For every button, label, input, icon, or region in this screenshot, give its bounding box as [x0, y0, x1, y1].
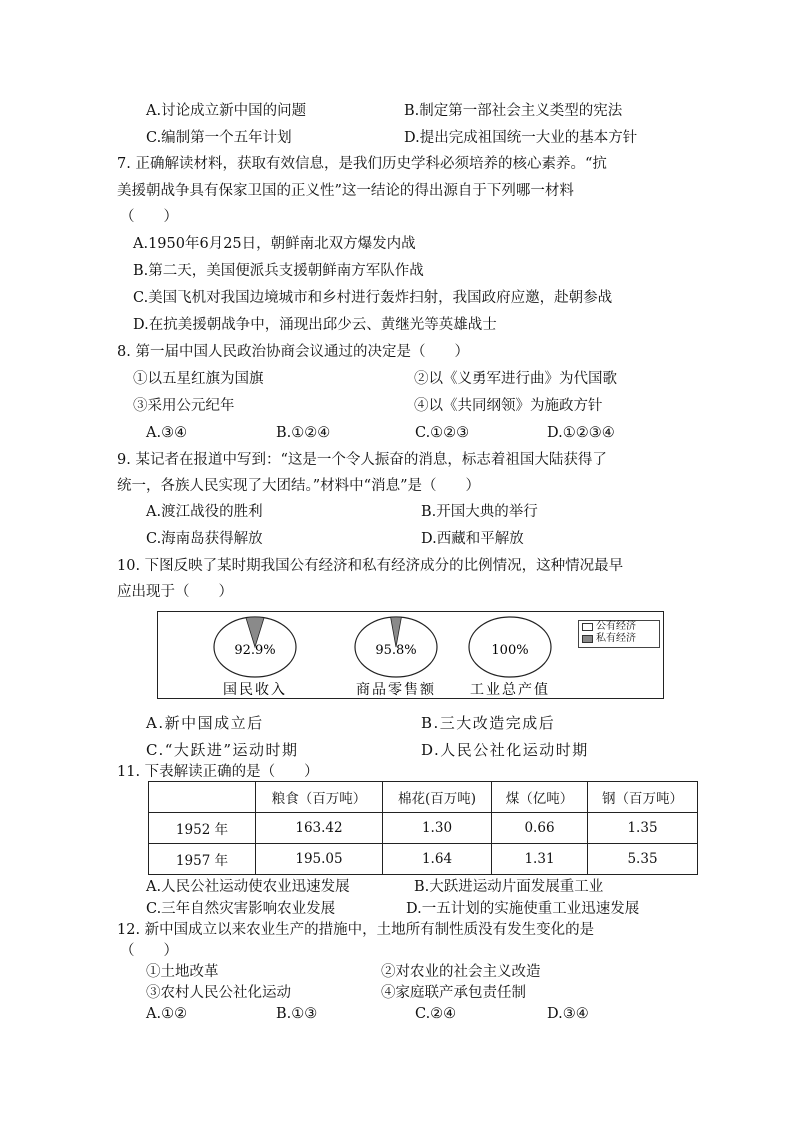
pie-3-category-label: 工业总产值	[470, 682, 550, 698]
q7-option-b: B.第二天，美国便派兵支援朝鲜南方军队作战	[133, 263, 424, 279]
table-cell: 1957 年	[149, 844, 256, 875]
table-cell: 0.66	[492, 813, 588, 844]
q9-stem-line1: 9. 某记者在报道中写到：“这是一个令人振奋的消息，标志着祖国大陆获得了	[117, 452, 607, 468]
q6-option-c: C.编制第一个五年计划	[146, 130, 292, 146]
q11-stem: 11. 下表解读正确的是（ ）	[117, 764, 319, 780]
pie-2-category-label: 商品零售额	[356, 682, 436, 698]
table-cell: 195.05	[256, 844, 383, 875]
table-header-row	[149, 782, 698, 813]
q7-stem-line2: 美援朝战争具有保家卫国的正义性”这一结论的得出源自于下列哪一材料	[117, 183, 574, 199]
q8-option-d: D.①②③④	[547, 425, 615, 441]
q12-item-2: ②对农业的社会主义改造	[381, 964, 541, 980]
legend-public-label: 公有经济	[596, 621, 636, 632]
q11-option-a: A.人民公社运动使农业迅速发展	[146, 879, 350, 895]
table-cell: 1.31	[492, 844, 588, 875]
q7-stem-line1: 7. 正确解读材料，获取有效信息，是我们历史学科必须培养的核心素养。“抗	[117, 156, 607, 172]
q10-stem-line2: 应出现于（ ）	[117, 584, 233, 600]
q9-option-d: D.西藏和平解放	[421, 531, 524, 547]
q12-item-3: ③农村人民公社化运动	[146, 985, 291, 1001]
q9-option-c: C.海南岛获得解放	[146, 531, 263, 547]
q12-item-1: ①土地改革	[146, 964, 219, 980]
q8-item-1: ①以五星红旗为国旗	[133, 371, 264, 387]
q7-option-d: D.在抗美援朝战争中，涌现出邱少云、黄继光等英雄战士	[133, 317, 497, 333]
table-cell: 1952 年	[149, 813, 256, 844]
pie-1-category-label: 国民收入	[223, 682, 287, 698]
legend-public	[579, 621, 659, 633]
legend-public-swatch	[582, 623, 593, 631]
q11-option-b: B.大跃进运动片面发展重工业	[414, 879, 604, 895]
q10-option-b: B.三大改造完成后	[421, 714, 556, 732]
q9-option-a: A.渡江战役的胜利	[146, 504, 263, 520]
q12-option-b: B.①③	[276, 1006, 318, 1022]
q6-option-a: A.讨论成立新中国的问题	[146, 103, 307, 119]
pie-chart-figure	[157, 611, 664, 699]
q12-option-c: C.②④	[415, 1006, 457, 1022]
q7-answer-paren: （ ）	[120, 209, 178, 225]
q10-option-c: C.“大跃进”运动时期	[146, 741, 299, 759]
q8-option-a: A.③④	[146, 425, 188, 441]
table-cell: 1.35	[588, 813, 698, 844]
q7-option-c: C.美国飞机对我国边境城市和乡村进行轰炸扫射，我国政府应邀，赴朝参战	[133, 290, 613, 306]
q8-stem: 8. 第一届中国人民政治协商会议通过的决定是（ ）	[117, 344, 469, 360]
q12-answer-paren: （ ）	[120, 943, 178, 959]
pie-1-percent-label: 92.9%	[234, 643, 276, 658]
q8-option-b: B.①②④	[276, 425, 331, 441]
table-header-cell: 粮食（百万吨）	[256, 782, 383, 813]
q6-option-b: B.制定第一部社会主义类型的宪法	[404, 103, 623, 119]
table-header-cell: 棉花(百万吨)	[383, 782, 492, 813]
table-cell: 163.42	[256, 813, 383, 844]
q12-item-4: ④家庭联产承包责任制	[381, 985, 526, 1001]
table-cell: 5.35	[588, 844, 698, 875]
q8-item-2: ②以《义勇军进行曲》为代国歌	[414, 371, 617, 387]
table-row	[149, 844, 698, 875]
q12-stem: 12. 新中国成立以来农业生产的措施中，土地所有制性质没有发生变化的是	[117, 922, 595, 938]
q9-option-b: B.开国大典的举行	[421, 504, 538, 520]
q11-data-table	[148, 781, 698, 875]
q10-option-a: A.新中国成立后	[146, 714, 264, 732]
legend-private-label: 私有经济	[596, 633, 636, 644]
table-cell: 1.64	[383, 844, 492, 875]
q12-option-a: A.①②	[146, 1006, 188, 1022]
pie-chart-legend	[578, 620, 660, 648]
table-cell: 1.30	[383, 813, 492, 844]
table-header-cell: 钢（百万吨）	[588, 782, 698, 813]
q6-option-d: D.提出完成祖国统一大业的基本方针	[404, 130, 638, 146]
q9-stem-line2: 统一，各族人民实现了大团结。”材料中“消息”是（ ）	[117, 478, 480, 494]
q10-stem-line1: 10. 下图反映了某时期我国公有经济和私有经济成分的比例情况，这种情况最早	[117, 558, 624, 574]
pie-2-percent-label: 95.8%	[375, 643, 417, 658]
q11-option-d: D.一五计划的实施使重工业迅速发展	[406, 901, 640, 917]
q7-option-a: A.1950年6月25日，朝鲜南北双方爆发内战	[133, 236, 416, 252]
legend-private	[579, 633, 659, 645]
table-row	[149, 813, 698, 844]
q12-option-d: D.③④	[547, 1006, 589, 1022]
table-header-cell	[149, 782, 256, 813]
legend-private-swatch	[582, 635, 593, 643]
q8-item-4: ④以《共同纲领》为施政方针	[414, 398, 603, 414]
table-header-cell: 煤（亿吨）	[492, 782, 588, 813]
pie-3-percent-label: 100%	[491, 643, 529, 658]
q11-option-c: C.三年自然灾害影响农业发展	[146, 901, 336, 917]
q8-option-c: C.①②③	[415, 425, 470, 441]
q8-item-3: ③采用公元纪年	[133, 398, 235, 414]
q10-option-d: D.人民公社化运动时期	[421, 741, 589, 759]
